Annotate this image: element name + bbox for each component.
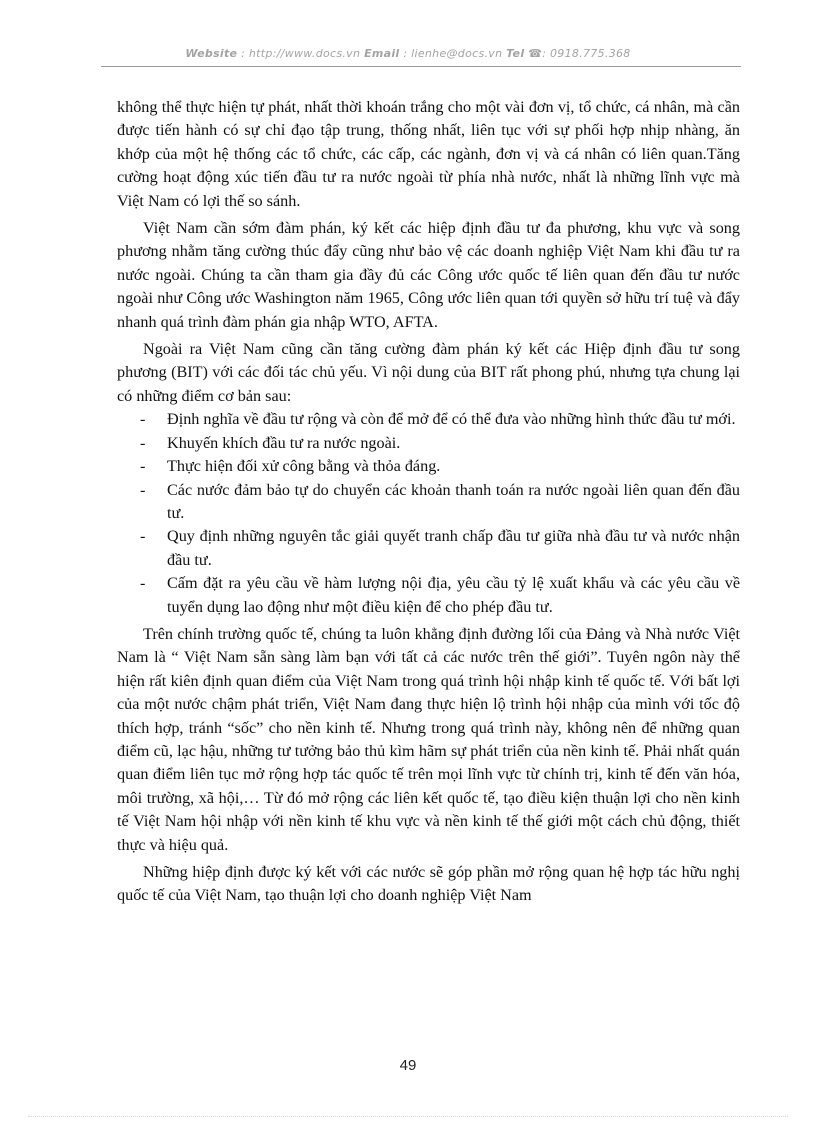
tel-value: : 0918.775.368	[542, 47, 631, 60]
email-label: Email	[364, 47, 400, 60]
bullet-dash: -	[140, 527, 146, 546]
paragraph-1: không thể thực hiện tự phát, nhất thời khoán trắng cho một vài đơn vị, tổ chức, cá nhân, mà cần được tiến hành có sự chỉ đạo tập trung, thống nhất, liên tục với sự phối hợp nhịp nhàng, ăn khớp của một hệ thống các tổ chức, các cấp, các ngành, đơn vị và cá nhân có liên quan.Tăng cường hoạt động xúc tiến đầu tư ra nước ngoài từ phía nhà nước, nhất là những lĩnh vực mà Việt Nam có lợi thế so sánh.	[117, 98, 740, 210]
list-item: - Các nước đảm bảo tự do chuyển các khoản thanh toán ra nước ngoài liên quan đến đầu tư.	[140, 480, 740, 522]
website-value: : http://www.docs.vn	[241, 47, 361, 60]
phone-icon: ☎	[528, 47, 543, 60]
page-number: 49	[399, 1057, 417, 1074]
bullet-dash: -	[140, 433, 146, 452]
paragraph-4: Trên chính trường quốc tế, chúng ta luôn khẳng định đường lối của Đảng và Nhà nước Việt Nam là “ Việt Nam sẵn sàng làm bạn với tất cả các nước trên thế giới”. Tuyên ngôn này thể hiện rất kiên định quan điểm của Việt Nam trong quá trình hội nhập kinh tế quốc tế. Với bất lợi của một nước chậm phát triển, Việt Nam đang thực hiện lộ trình hội nhập của mình với tốc độ thích hợp, tránh “sốc” cho nền kinh tế. Nhưng trong quá trình này, không nên để những quan điểm cũ, lạc hậu, những tư tưởng bảo thủ kìm hãm sự phát triển của nền kinh tế. Phải nhất quán quan điểm liên tục mở rộng hợp tác quốc tế trên mọi lĩnh vực từ chính trị, kinh tế đến văn hóa, môi trường, xã hội,… Từ đó mở rộng các liên kết quốc tế, tạo điều kiện thuận lợi cho nền kinh tế Việt Nam hội nhập với nền kinh tế khu vực và nền kinh tế thế giới một cách chủ động, thiết thực và hiệu quả.	[117, 624, 740, 854]
bullet-dash: -	[140, 574, 146, 593]
website-label: Website	[185, 47, 238, 60]
page-header	[0, 47, 816, 60]
list-item: - Thực hiện đối xử công bằng và thỏa đáng.	[117, 455, 740, 478]
list-item: - Khuyến khích đầu tư ra nước ngoài.	[117, 432, 740, 455]
paragraph-3: Ngoài ra Việt Nam cũng cần tăng cường đàm phán ký kết các Hiệp định đầu tư song phương (BIT) với các đối tác chủ yếu. Vì nội dung của BIT rất phong phú, nhưng tựa chung lại có những điểm cơ bản sau:	[117, 340, 740, 405]
list-item: - Quy định những nguyên tắc giải quyết tranh chấp đầu tư giữa nhà đầu tư và nước nhận đầu tư.	[140, 527, 740, 569]
document-body	[117, 96, 740, 908]
bullet-dash: -	[140, 480, 146, 499]
paragraph-2: Việt Nam cần sớm đàm phán, ký kết các hiệp định đầu tư đa phương, khu vực và song phương nhằm tăng cường thúc đẩy cũng như bảo vệ các doanh nghiệp Việt Nam khi đầu tư ra nước ngoài. Chúng ta cần tham gia đầy đủ các Công ước quốc tế liên quan đến đầu tư nước ngoài như Công ước Washington năm 1965, Công ước liên quan tới quyền sở hữu trí tuệ và đẩy nhanh quá trình đàm phán gia nhập WTO, AFTA.	[117, 219, 740, 331]
paragraph-5: Những hiệp định được ký kết với các nước sẽ góp phần mở rộng quan hệ hợp tác hữu nghị quốc tế của Việt Nam, tạo thuận lợi cho doanh nghiệp Việt Nam	[117, 863, 740, 905]
list-item: - Cấm đặt ra yêu cầu về hàm lượng nội địa, yêu cầu tỷ lệ xuất khẩu và các yêu cầu về tuyển dụng lao động như một điều kiện để cho phép đầu tư.	[140, 574, 740, 616]
footer-rule	[28, 1116, 788, 1117]
list-item: - Định nghĩa về đầu tư rộng và còn để mở để có thể đưa vào những hình thức đầu tư mới.	[117, 408, 740, 431]
header-rule	[101, 66, 741, 67]
bullet-list	[117, 408, 740, 619]
tel-label: Tel	[506, 47, 525, 60]
bullet-dash: -	[140, 457, 146, 476]
bullet-dash: -	[140, 410, 146, 429]
email-value: : lienhe@docs.vn	[403, 47, 503, 60]
